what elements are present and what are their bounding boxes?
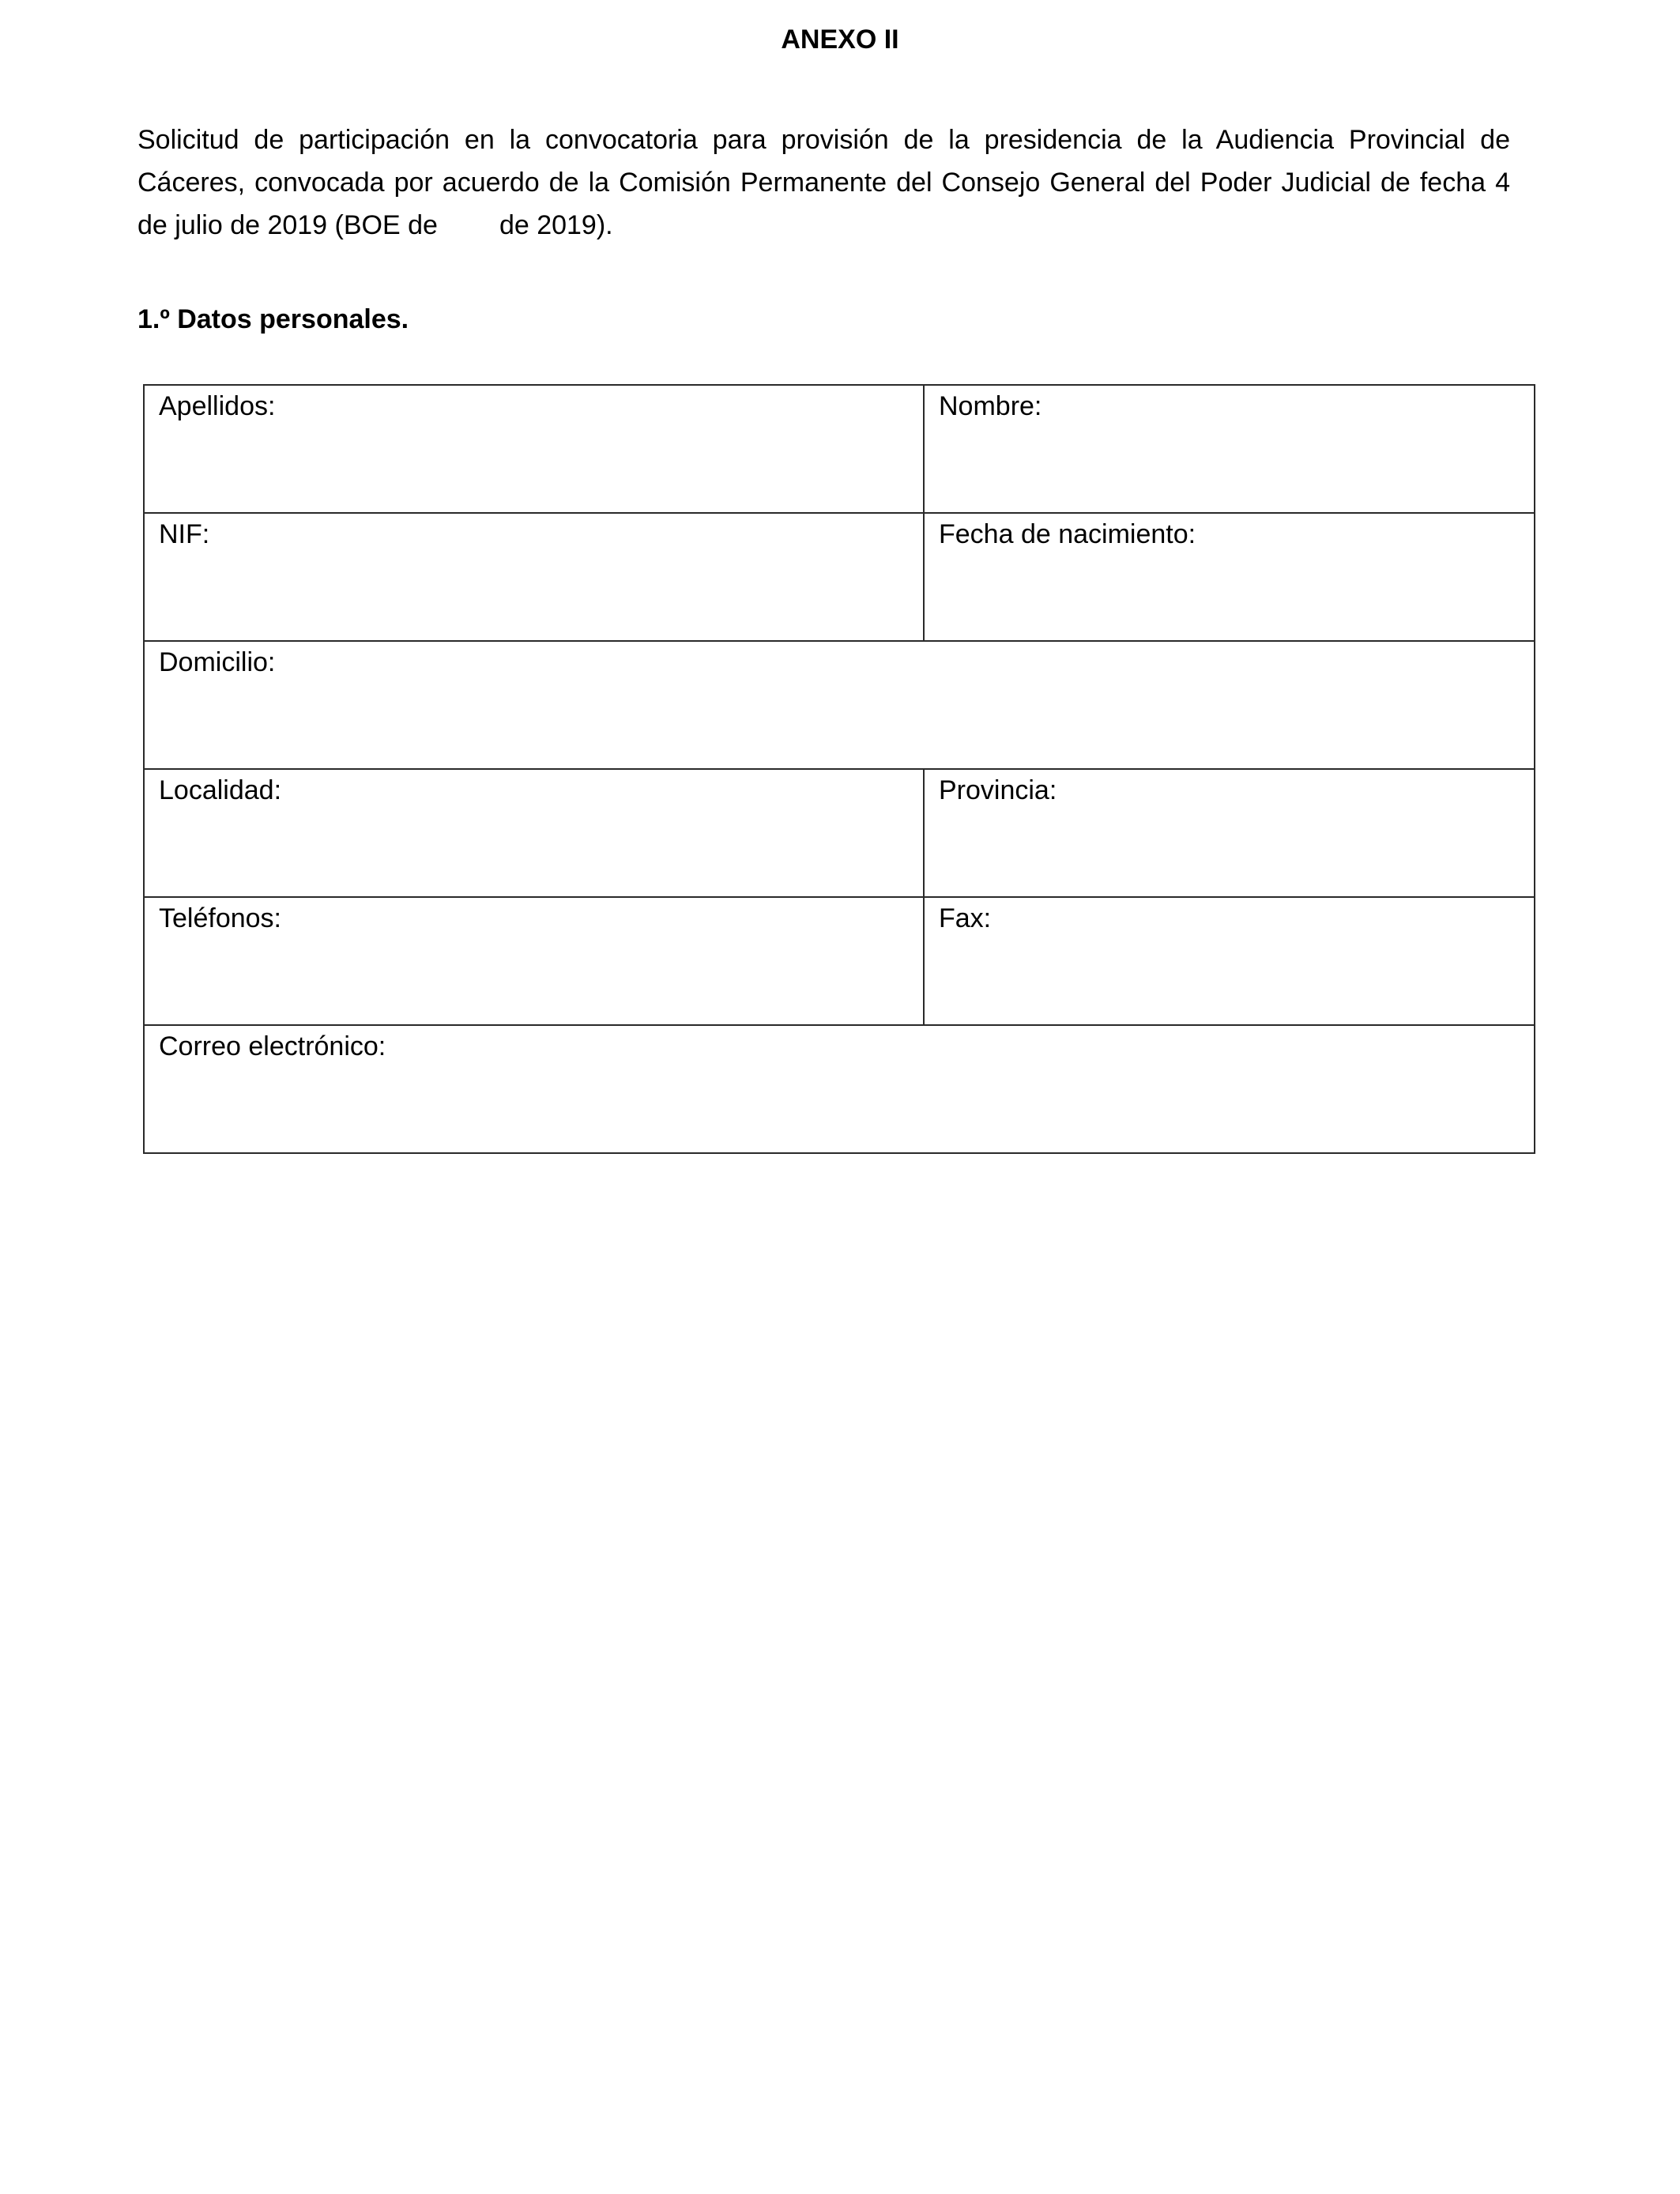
correo-label: Correo electrónico: bbox=[159, 1031, 386, 1061]
fecha-nacimiento-field[interactable] bbox=[924, 513, 1535, 641]
intro-paragraph bbox=[137, 119, 1510, 247]
table-row bbox=[144, 1025, 1535, 1153]
apellidos-field[interactable] bbox=[144, 385, 924, 513]
domicilio-label: Domicilio: bbox=[159, 647, 276, 677]
intro-text-part1: Solicitud de participación en la convocatoria para provisión de la presidencia de la Audiencia Provincial de Cáceres, convocada por acuerdo de la Comisión Permanente del Consejo General del Poder Judicial de fecha 4 de julio de 2019 (BOE de bbox=[137, 125, 1510, 240]
apellidos-label: Apellidos: bbox=[159, 391, 276, 421]
section-heading-personal-data: 1.º Datos personales. bbox=[137, 304, 409, 334]
personal-data-table bbox=[143, 384, 1535, 1154]
nombre-label: Nombre: bbox=[939, 391, 1042, 421]
correo-field[interactable] bbox=[144, 1025, 1535, 1153]
localidad-label: Localidad: bbox=[159, 775, 282, 805]
intro-text-part2: de 2019). bbox=[499, 210, 613, 240]
table-row bbox=[144, 897, 1535, 1025]
nombre-field[interactable] bbox=[924, 385, 1535, 513]
telefonos-field[interactable] bbox=[144, 897, 924, 1025]
table-row bbox=[144, 513, 1535, 641]
table-row bbox=[144, 769, 1535, 897]
fax-field[interactable] bbox=[924, 897, 1535, 1025]
table-row bbox=[144, 641, 1535, 769]
localidad-field[interactable] bbox=[144, 769, 924, 897]
telefonos-label: Teléfonos: bbox=[159, 903, 281, 933]
annex-title: ANEXO II bbox=[781, 25, 899, 55]
nif-label: NIF: bbox=[159, 519, 210, 549]
domicilio-field[interactable] bbox=[144, 641, 1535, 769]
fax-label: Fax: bbox=[939, 903, 992, 933]
nif-field[interactable] bbox=[144, 513, 924, 641]
fecha-nacimiento-label: Fecha de nacimiento: bbox=[939, 519, 1196, 549]
provincia-label: Provincia: bbox=[939, 775, 1057, 805]
provincia-field[interactable] bbox=[924, 769, 1535, 897]
table-row bbox=[144, 385, 1535, 513]
